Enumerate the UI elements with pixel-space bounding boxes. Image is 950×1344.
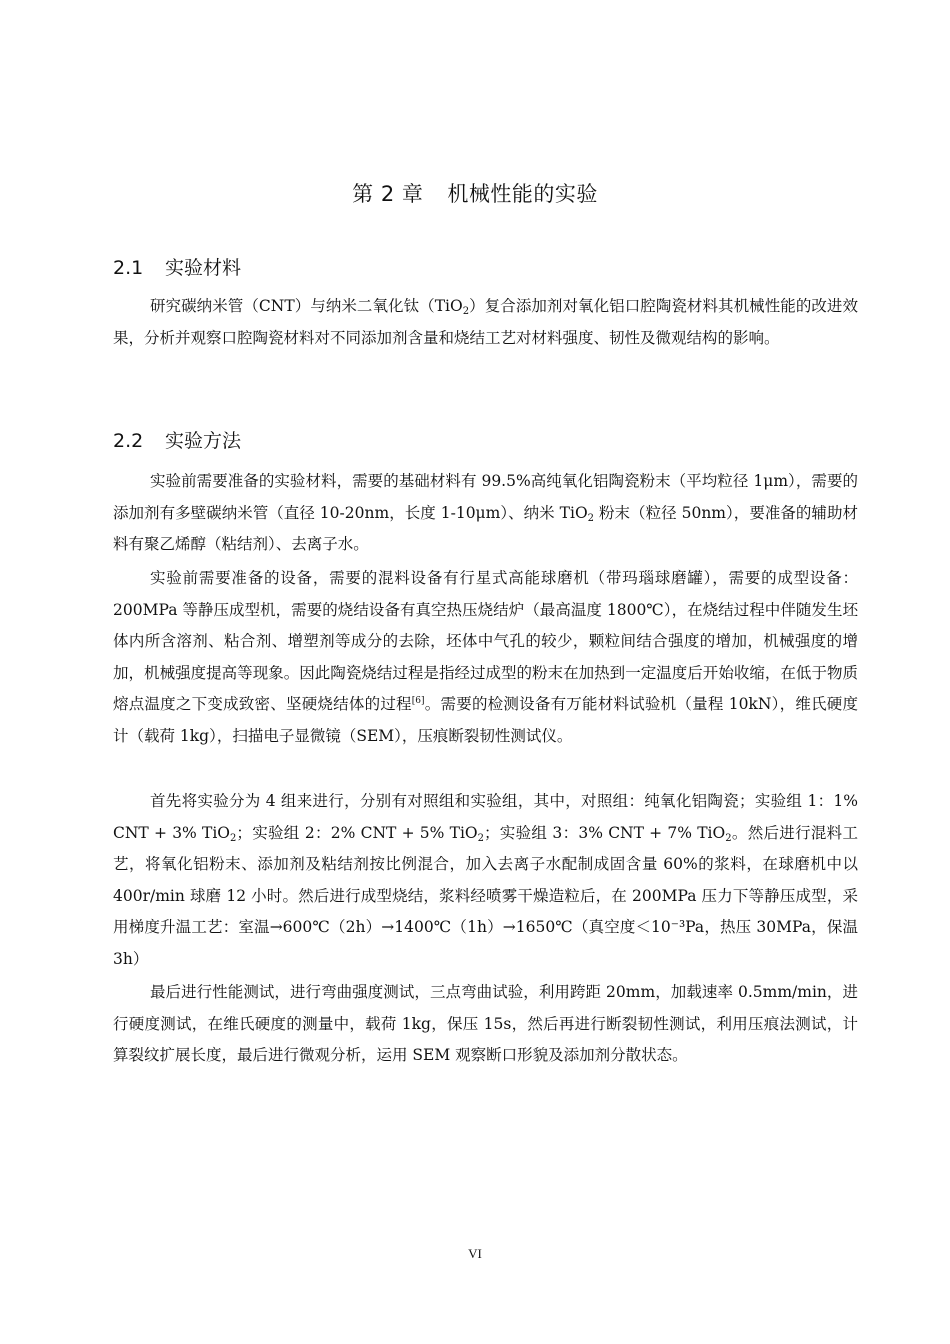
paragraph-procedure — [113, 786, 858, 975]
chapter-title-text: 机械性能的实验 — [447, 182, 598, 206]
paragraph-text: ；实验组 2：2% CNT + 5% TiO — [236, 823, 478, 842]
subscript: 2 — [725, 832, 732, 844]
paragraph-text: 。需要的检测设备有万能材料试验机（量程 10kN），维氏硬度计（载荷 1kg），扫描电子显微镜（SEM），压痕断裂韧性测试仪。 — [113, 695, 858, 745]
section-heading-2-2 — [113, 426, 241, 453]
paragraph-text: 。然后进行混料工艺，将氧化铝粉末、添加剂及粘结剂按比例混合，加入去离子水配制成固含量 60%的浆料，在球磨机中以 400r/min 球磨 12 小时。然后进行成型烧结，浆料经喷雾干燥造粒后，在 200MPa 压力下等静压成型，采用梯度升温工艺：室温→600℃（2h）→1400℃（1h）→1650℃（真空度＜10⁻³Pa，热压 30MPa，保温 3h） — [113, 823, 858, 968]
paragraph-text: 研究碳纳米管（CNT）与纳米二氧化钛（TiO — [150, 297, 463, 315]
paragraph-materials — [113, 291, 858, 354]
chapter-number: 第 2 章 — [352, 182, 424, 206]
subscript: 2 — [230, 832, 237, 844]
paragraph-text: 实验前需要准备的实验材料，需要的基础材料有 99.5%高纯氧化铝陶瓷粉末（平均粒径 1μm），需要的添加剂有多壁碳纳米管（直径 10-20nm，长度 1-10μm）、纳米 TiO — [113, 472, 858, 522]
paragraph-materials-prep — [113, 466, 858, 561]
section-title: 实验材料 — [165, 257, 242, 279]
paragraph-text: 首先将实验分为 4 组来进行，分别有对照组和实验组，其中，对照组：纯氧化铝陶瓷；实验组 1：1% CNT + 3% TiO — [113, 792, 858, 842]
paragraph-text: 粉末（粒径 50nm），要准备的辅助材料有聚乙烯醇（粘结剂）、去离子水。 — [113, 503, 858, 553]
citation-reference: [6] — [411, 696, 425, 706]
subscript: 2 — [477, 832, 484, 844]
section-title: 实验方法 — [165, 430, 242, 452]
paragraph-text: ）复合添加剂对氧化铝口腔陶瓷材料其机械性能的改进效果，分析并观察口腔陶瓷材料对不同添加剂含量和烧结工艺对材料强度、韧性及微观结构的影响。 — [113, 297, 858, 347]
paragraph-equipment — [113, 563, 858, 752]
paragraph-text: ；实验组 3：3% CNT + 7% TiO — [484, 823, 726, 842]
subscript: 2 — [587, 512, 595, 524]
paragraph-testing — [113, 977, 858, 1072]
paragraph-text: 最后进行性能测试，进行弯曲强度测试，三点弯曲试验，利用跨距 20mm，加载速率 0.5mm/min，进行硬度测试，在维氏硬度的测量中，载荷 1kg，保压 15s，然后再进行断裂韧性测试，利用压痕法测试，计算裂纹扩展长度，最后进行微观分析，运用 SEM 观察断口形貌及添加剂分散状态。 — [113, 983, 858, 1064]
paragraph-text: 实验前需要准备的设备，需要的混料设备有行星式高能球磨机（带玛瑙球磨罐），需要的成型设备：200MPa 等静压成型机，需要的烧结设备有真空热压烧结炉（最高温度 1800℃），在烧结过程中伴随发生坯体内所含溶剂、粘合剂、增塑剂等成分的去除，坯体中气孔的较少，颗粒间结合强度的增加，机械强度的增加，机械强度提高等现象。因此陶瓷烧结过程是指经过成型的粉末在加热到一定温度后开始收缩，在低于物质熔点温度之下变成致密、坚硬烧结体的过程 — [113, 569, 858, 713]
subscript: 2 — [462, 306, 470, 317]
chapter-title — [0, 178, 950, 208]
section-number: 2.2 — [113, 430, 144, 452]
section-heading-2-1 — [113, 253, 241, 280]
section-number: 2.1 — [113, 257, 144, 279]
page-number: VI — [468, 1246, 482, 1261]
